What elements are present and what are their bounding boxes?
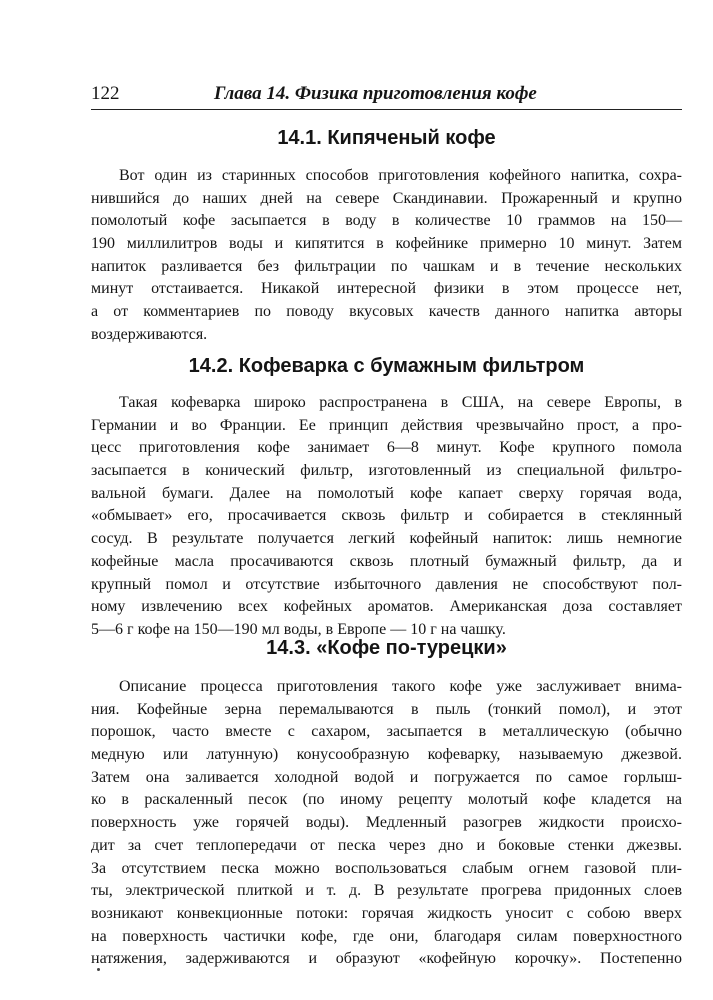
text-line: цесс приготовления кофе занимает 6—8 минут. Кофе крупного помола: [91, 439, 682, 457]
text-line: а от комментариев по поводу вкусовых качеств данного напитка авторы: [91, 303, 682, 321]
section-heading: 14.1. Кипяченый кофе: [277, 127, 496, 149]
text-line: Описание процесса приготовления такого кофе уже заслуживает внима-: [119, 678, 682, 695]
page-number: 122: [91, 83, 120, 104]
text-line: ному извлечению всех кофейных ароматов. Американская доза составляет: [91, 598, 682, 616]
text-line: ко в раскаленный песок (по иному рецепту молотый кофе кладется на: [91, 791, 682, 809]
text-line: поверхность уже горячей воды). Медленный разогрев жидкости происхо-: [91, 814, 682, 832]
text-line: возникают конвекционные потоки: горячая жидкость уносит с собою вверх: [91, 904, 682, 922]
section-paragraph: [91, 676, 682, 971]
text-line: 190 миллилитров воды и кипятится в кофейнике примерно 10 минут. Затем: [91, 235, 682, 253]
text-line: сосуд. В результате получается легкий кофейный напиток: лишь немногие: [91, 530, 682, 548]
scan-speck: [97, 968, 100, 971]
text-line: минут отстаивается. Никакой интересной физики в этом процессе нет,: [91, 280, 682, 298]
text-line: помолотый кофе засыпается в воду в количестве 10 граммов на 150—: [91, 212, 682, 230]
text-line: Такая кофеварка широко распространена в США, на севере Европы, в: [119, 394, 682, 411]
text-line: «обмывает» его, просачивается сквозь фильтр и собирается в стеклянный: [91, 507, 682, 525]
section-paragraph: [91, 165, 682, 347]
text-line: 5—6 г кофе на 150—190 мл воды, в Европе — 10 г на чашку.: [91, 620, 506, 638]
text-line: нившийся до наших дней на севере Скандинавии. Прожаренный и крупно: [91, 189, 682, 207]
section-paragraph: [91, 392, 682, 642]
text-line: засыпается в конический фильтр, изготовленный из специальной фильтро-: [91, 462, 682, 480]
text-line: напиток разливается без фильтрации по чашкам и в течение нескольких: [91, 257, 682, 275]
running-title: Глава 14. Физика приготовления кофе: [214, 83, 537, 104]
page-header: [91, 83, 691, 109]
section-heading: 14.2. Кофеварка с бумажным фильтром: [188, 355, 585, 377]
text-line: Затем она заливается холодной водой и погружается по самое горлыш-: [91, 768, 682, 786]
text-line: ты, электрической плиткой и т. д. В результате прогрева придонных слоев: [91, 882, 682, 900]
text-line: дит за счет теплопередачи от песка через дно и боковые стенки джезвы.: [91, 836, 682, 854]
text-line: ния. Кофейные зерна перемалываются в пыль (тонкий помол), и этот: [91, 700, 682, 718]
text-line: на поверхность частички кофе, где они, благодаря силам поверхностного: [91, 927, 682, 945]
text-line: кофейные масла просачиваются сквозь плотный бумажный фильтр, да и: [91, 552, 682, 570]
text-line: медную или латунную) конусообразную кофеварку, называемую джезвой.: [91, 746, 682, 764]
section-heading: 14.3. «Кофе по-турецки»: [266, 637, 507, 659]
text-line: крупный помол и отсутствие избыточного давления не способствуют пол-: [91, 575, 682, 593]
text-line: порошок, часто вместе с сахаром, засыпается в металлическую (обычно: [91, 723, 682, 741]
text-line: За отсутствием песка можно воспользоваться слабым огнем газовой пли-: [91, 859, 682, 877]
text-line: Вот один из старинных способов приготовления кофейного напитка, сохра-: [119, 167, 682, 184]
text-line: натяжения, задерживаются и образуют «кофейную корочку». Постепенно: [91, 950, 682, 968]
text-line: воздерживаются.: [91, 325, 208, 343]
text-line: Германии и во Франции. Ее принцип действия чрезвычайно прост, а про-: [91, 416, 682, 434]
text-line: вальной бумаги. Далее на помолотый кофе капает сверху горячая вода,: [91, 484, 682, 502]
header-rule: [91, 109, 682, 110]
